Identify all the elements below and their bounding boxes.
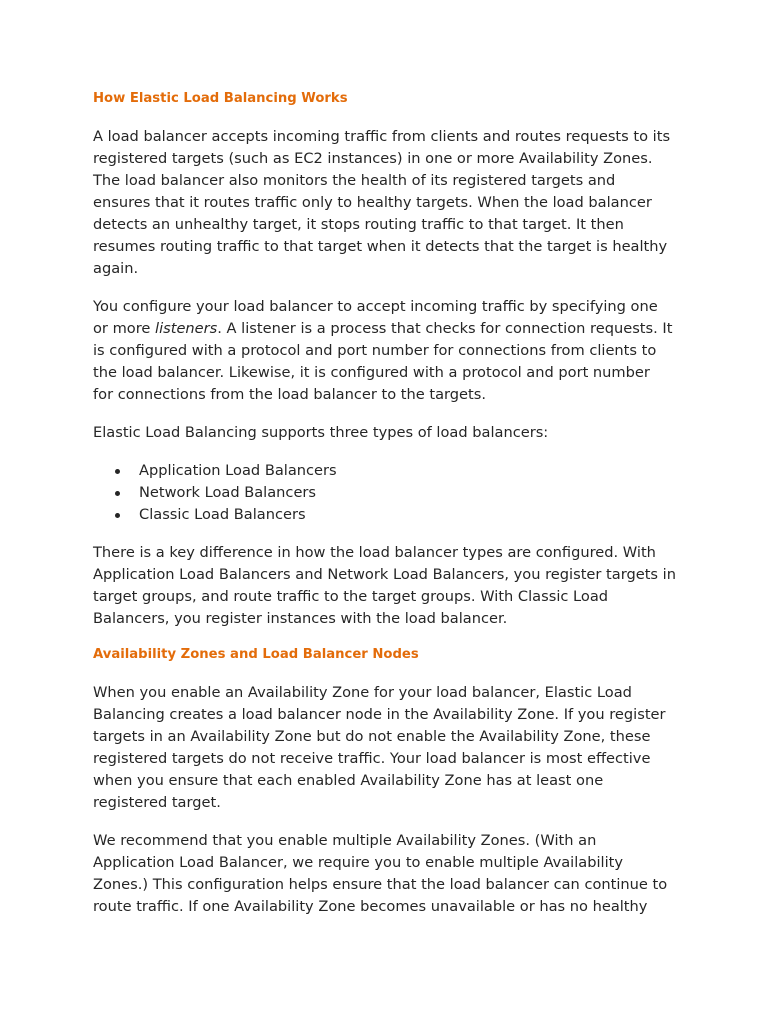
- text-line: ensures that it routes traffic only to healthy targets. When the load balancer: [93, 194, 652, 211]
- text-line: The load balancer also monitors the health of its registered targets and: [93, 172, 616, 189]
- paragraph-recommend-multiple-az: [93, 830, 693, 918]
- text-line: targets in an Availability Zone but do not enable the Availability Zone, these: [93, 728, 651, 745]
- text-line: resumes routing traffic to that target when it detects that the target is healthy: [93, 238, 668, 255]
- section-heading-availability-zones: Availability Zones and Load Balancer Nodes: [93, 647, 419, 662]
- load-balancer-types-list: [93, 460, 693, 526]
- text-line: registered target.: [93, 794, 221, 811]
- text-line: We recommend that you enable multiple Availability Zones. (With an: [93, 832, 597, 849]
- text-line: There is a key difference in how the load balancer types are configured. With: [93, 544, 656, 561]
- paragraph-intro: [93, 126, 693, 280]
- text-line: for connections from the load balancer to the targets.: [93, 386, 486, 403]
- list-item: [93, 460, 693, 482]
- text-line: When you enable an Availability Zone for your load balancer, Elastic Load: [93, 684, 632, 701]
- paragraph-types-intro: [93, 422, 693, 444]
- paragraph-key-difference: [93, 542, 693, 630]
- text-line: You configure your load balancer to accept incoming traffic by specifying one: [93, 298, 658, 315]
- paragraph-enable-az: [93, 682, 693, 814]
- text-line: Application Load Balancer, we require you to enable multiple Availability: [93, 854, 624, 871]
- bullet-icon: [115, 491, 120, 496]
- text-line: [93, 318, 693, 340]
- text-line: route traffic. If one Availability Zone becomes unavailable or has no healthy: [93, 898, 648, 915]
- text-line: Elastic Load Balancing supports three types of load balancers:: [93, 424, 549, 441]
- text-line: target groups, and route traffic to the target groups. With Classic Load: [93, 588, 609, 605]
- text-line: the load balancer. Likewise, it is configured with a protocol and port number: [93, 364, 650, 381]
- bullet-icon: [115, 469, 120, 474]
- text-line: Zones.) This configuration helps ensure that the load balancer can continue to: [93, 876, 668, 893]
- text-line: again.: [93, 260, 139, 277]
- text-line: when you ensure that each enabled Availability Zone has at least one: [93, 772, 604, 789]
- text-line: registered targets do not receive traffic. Your load balancer is most effective: [93, 750, 651, 767]
- text-fragment: or more: [93, 320, 156, 337]
- list-item-label: Classic Load Balancers: [139, 506, 306, 523]
- list-item-label: Network Load Balancers: [139, 484, 317, 501]
- text-line: is configured with a protocol and port number for connections from clients to: [93, 342, 657, 359]
- paragraph-listeners: [93, 296, 693, 406]
- text-line: Application Load Balancers and Network Load Balancers, you register targets in: [93, 566, 676, 583]
- text-line: A load balancer accepts incoming traffic from clients and routes requests to its: [93, 128, 671, 145]
- text-line: Balancing creates a load balancer node in the Availability Zone. If you register: [93, 706, 666, 723]
- bullet-icon: [115, 513, 120, 518]
- list-item: [93, 504, 693, 526]
- section-heading-how-elb-works: How Elastic Load Balancing Works: [93, 91, 348, 106]
- listeners-term: listeners: [155, 320, 218, 337]
- list-item: [93, 482, 693, 504]
- document-page: [93, 90, 693, 918]
- list-item-label: Application Load Balancers: [139, 462, 337, 479]
- text-line: Balancers, you register instances with the load balancer.: [93, 610, 508, 627]
- text-fragment: . A listener is a process that checks for connection requests. It: [217, 320, 673, 337]
- text-line: detects an unhealthy target, it stops routing traffic to that target. It then: [93, 216, 624, 233]
- text-line: registered targets (such as EC2 instances) in one or more Availability Zones.: [93, 150, 653, 167]
